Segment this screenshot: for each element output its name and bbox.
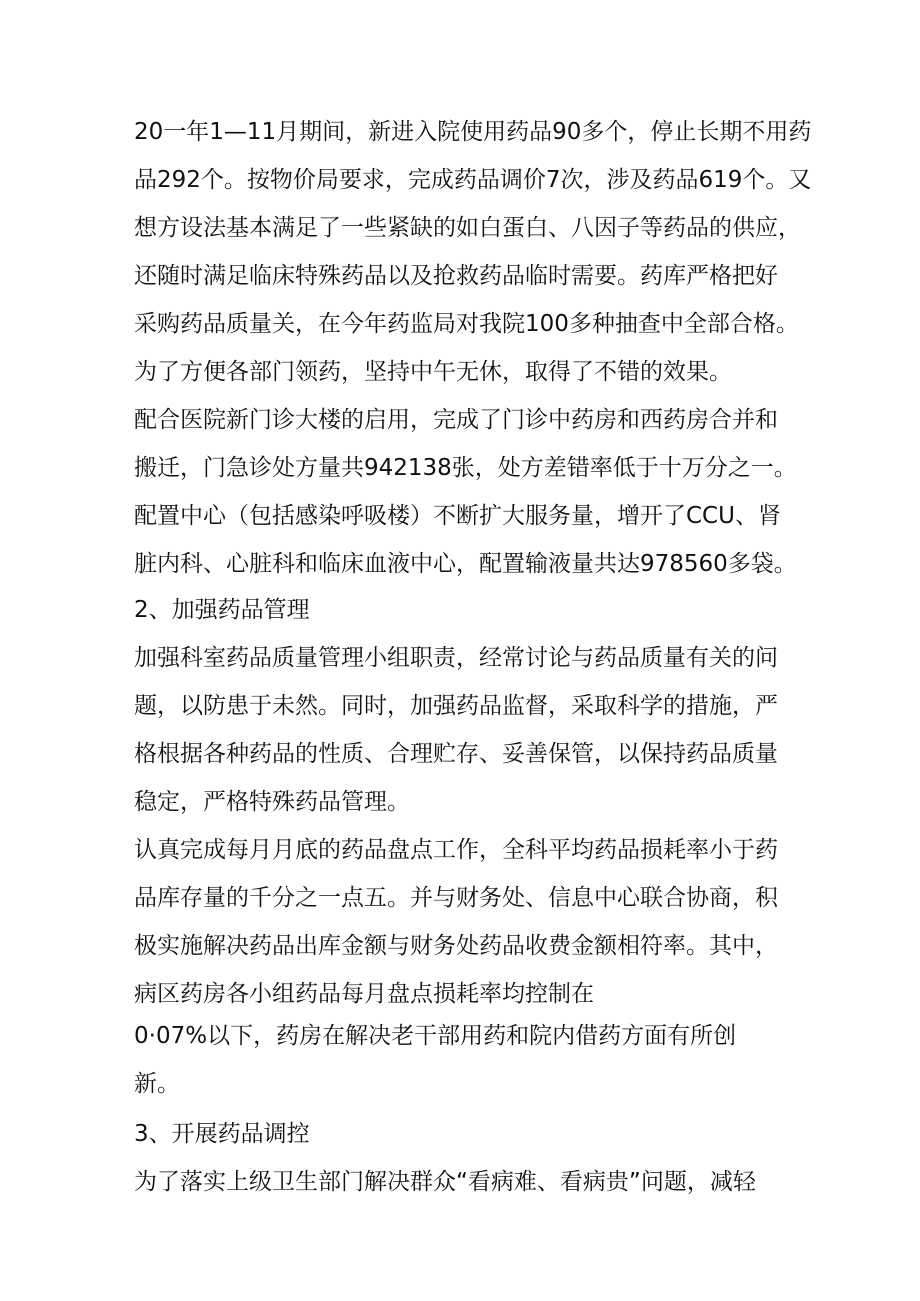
section-heading: 3、开展药品调控 [134, 1121, 310, 1147]
text-line: 新。 [134, 1071, 180, 1097]
text-line: 还随时满足临床特殊药品以及抢救药品临时需要。药库严格把好 [134, 263, 778, 289]
text-line: 采购药品质量关，在今年药监局对我院100多种抽查中全部合格。 [134, 311, 799, 337]
section-heading: 2、加强药品管理 [134, 597, 310, 623]
text-line: 0·07%以下，药房在解决老干部用药和院内借药方面有所创 [134, 1023, 737, 1049]
text-line: 品库存量的千分之一点五。并与财务处、信息中心联合协商，积 [134, 885, 778, 911]
text-line: 想方设法基本满足了一些紧缺的如白蛋白、八因子等药品的供应， [134, 215, 801, 241]
text-line: 脏内科、心脏科和临床血液中心，配置输液量共达978560多袋。 [134, 551, 797, 577]
text-line: 品292个。按物价局要求，完成药品调价7次，涉及药品619个。又 [134, 167, 812, 193]
text-line: 加强科室药品质量管理小组职责，经常讨论与药品质量有关的问 [134, 645, 778, 671]
text-line: 搬迁，门急诊处方量共942138张，处方差错率低于十万分之一。 [134, 455, 797, 481]
text-line: 格根据各种药品的性质、合理贮存、妥善保管，以保持药品质量 [134, 741, 778, 767]
text-line: 为了方便各部门领药，坚持中午无休，取得了不错的效果。 [134, 359, 732, 385]
text-line: 为了落实上级卫生部门解决群众“看病难、看病贵”问题，减轻 [134, 1169, 756, 1195]
text-line: 20一年1—11月期间，新进入院使用药品90多个，停止长期不用药 [134, 119, 812, 145]
text-line: 配合医院新门诊大楼的启用，完成了门诊中药房和西药房合并和 [134, 407, 778, 433]
text-line: 稳定，严格特殊药品管理。 [134, 789, 410, 815]
text-line: 极实施解决药品出库金额与财务处药品收费金额相符率。其中， [134, 933, 778, 959]
text-line: 配置中心（包括感染呼吸楼）不断扩大服务量，增开了CCU、肾 [134, 503, 781, 529]
text-line: 病区药房各小组药品每月盘点损耗率均控制在 [134, 981, 594, 1007]
text-line: 题，以防患于未然。同时，加强药品监督，采取科学的措施，严 [134, 693, 778, 719]
text-line: 认真完成每月月底的药品盘点工作，全科平均药品损耗率小于药 [134, 837, 778, 863]
